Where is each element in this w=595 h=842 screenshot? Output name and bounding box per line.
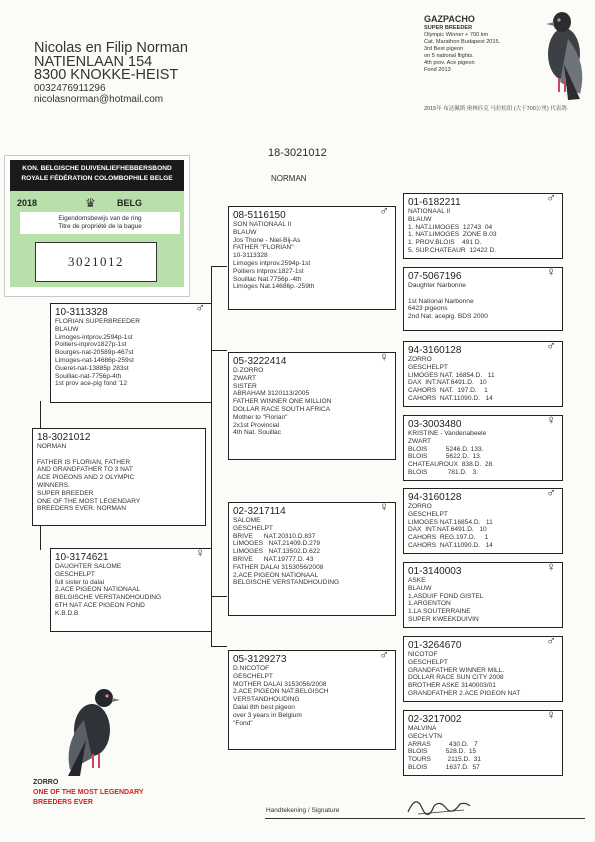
box-line: FATHER DALAI 3153056/2008 [233,563,324,571]
card-year: 2018 [17,198,38,208]
box-line: TOURS 2115.D. 31 [408,756,482,764]
box-line: LIMOGES NAT. 16854.D. 11 [408,371,495,379]
box-line: Daughter Narbonne [408,282,466,289]
box-line: Bourges-nat-20589p-467st [55,349,134,357]
box-line: LIMOGES NAT.13502.D.622 [233,548,321,556]
box-line: AND GRANDFATHER TO 3 NAT [37,466,133,474]
box-line: ZORRO [408,356,432,363]
pedigree-box-sire-sire [228,206,396,310]
box-line: Poitiers-inprov1827p-1st [55,341,127,349]
box-line [408,290,558,298]
connector-line [211,350,227,351]
box-ring-number: 05-3222414 [233,356,287,367]
male-icon: ♂ [379,206,389,218]
box-line: GESCHELPT [233,524,273,532]
box-line: K.B.D.B [55,609,79,617]
box-line: WINNERS. [37,481,70,489]
box-line: SUPER KWEEKDUIVIN [408,615,479,623]
box-line: BROTHER ASKE 3140003/01 [408,682,496,690]
box-line: Dalai 8th best pigeon [233,703,295,711]
box-line: CAHORS NAT.11090.D. 14 [408,394,493,402]
box-ring-number: 10-3113328 [55,307,108,318]
box-line: GESCHELPT [408,658,448,666]
box-line: BLOIS 1637.D. 57 [408,763,480,771]
box-line: LIMOGES NAT.21409.D.279 [233,540,321,548]
signature-mark [404,790,474,820]
box-line: full sister to dalai [55,578,105,586]
box-line: DOLLAR RACE SOUTH AFRICA [233,405,331,413]
box-ring-number: 10-3174621 [55,552,109,563]
box-line: DAX INT.NAT.6491.D. 10 [408,379,487,387]
owner-phone: 0032476911296 [34,82,106,94]
card-country: BELG [117,198,143,208]
box-line: over 3 years in Belgium [233,711,302,719]
box-line: ACE PIGEONS AND 2 OLYMPIC [37,474,135,482]
box-line: ZWART [233,374,257,382]
pedigree-box-dam [50,548,212,632]
gazpacho-line: Cat. Marathon Budapest 2015. [424,39,501,45]
box-line: D.ZORRO [233,367,264,374]
box-line: MALVINA [408,725,437,732]
box-line: DAX INT.NAT.6491.D. 10 [408,526,487,534]
box-line: Limoges intprov.2594p-1st [233,259,311,267]
box-line: 10-3113328 [233,252,268,260]
box-line: GESCHELPT [233,672,273,680]
box-line: NATIONAAL II [408,208,451,215]
box-line: 1. PROV.BLOIS 491 D. [408,239,482,247]
box-ring-number: 01-3140003 [408,566,462,577]
pedigree-box-g4-6 [403,562,563,628]
pedigree-box-subject [32,428,206,526]
box-line: 1. NAT.LIMOGES ZONE B.03 [408,231,497,239]
gazpacho-line: 4th prov. Ace pigeon [424,60,475,66]
pedigree-box-dam-sire [228,502,396,616]
ring-ownership-card [4,155,190,297]
box-line: DAUGHTER SALOME [55,563,122,570]
box-line: ASKE [408,577,426,584]
box-line: Gueret-nat-13885p 283st [55,364,129,372]
box-ring-number: 07-5067196 [408,271,462,282]
gazpacho-line: Fond 2013 [424,67,451,73]
pedigree-box-g4-4 [403,415,563,481]
box-line: 1st prov ace-pig fond '12 [55,380,128,388]
box-line: BREEDERS EVER. NORMAN [37,505,127,513]
box-line: BELGISCHE VERSTANDHOUDING [233,579,340,587]
box-line: ZWART [408,437,432,445]
box-line: ARRAS 430.D. 7 [408,740,478,748]
box-line: SUPER BREEDER [37,489,94,497]
box-line: SALOME [233,517,261,524]
female-icon: ♀ [546,415,556,427]
box-line: Limoges-intprov.2594p-1st [55,333,133,341]
male-icon: ♂ [546,636,556,648]
box-ring-number: 94-3160128 [408,345,462,356]
box-line: 4th Nat. Souillac [233,429,282,437]
box-line: 2.ACE PIGEON NAT.BELGISCH [233,688,329,696]
box-line: BLAUW [408,584,432,592]
male-icon: ♂ [195,303,205,315]
box-line: Limoges Nat.14686p.-259th [233,283,315,291]
pedigree-box-sire [50,303,212,403]
box-line: FATHER WINNER ONE MILLION [233,398,332,406]
box-ring-number: 01-6182211 [408,197,461,208]
footer-caption [33,778,144,808]
card-ring-number: 3021012 [35,242,157,282]
box-line: NORMAN [37,443,67,450]
box-line: GRANDFATHER WINNER MILL. [408,666,505,674]
box-line: GRANDFATHER 2.ACE PIGEON NAT [408,689,521,697]
gazpacho-line: 3rd Best pigeon [424,46,464,52]
connector-line [211,266,227,267]
gazpacho-title: GAZPACHO [424,14,475,24]
ring-owner-name: NORMAN [271,174,307,183]
male-icon: ♂ [379,650,389,662]
box-line: BRIVE NAT.20310.D.837 [233,532,316,540]
card-header-line1: KON. BELGISCHE DUIVENLIEFHEBBERSBOND [22,165,172,172]
box-line: CAHORS REG.197.D. 1 [408,534,489,542]
box-ring-number: 02-3217002 [408,714,462,725]
female-icon: ♀ [546,267,556,279]
box-line: BLAUW [233,228,257,236]
box-line: Souillac-nat-7756p-4th [55,372,122,380]
pedigree-box-dam-dam [228,650,396,750]
female-icon: ♀ [379,502,389,514]
box-line: BLOIS 5246.D. 133. [408,445,484,453]
box-line: Mother to "Florian" [233,413,288,421]
box-ring-number: 18-3021012 [37,432,91,443]
gazpacho-info [424,14,500,74]
owner-email[interactable]: nicolasnorman@hotmail.com [34,93,164,105]
box-line: 2nd Nat. acepig. BDS 2000 [408,313,488,321]
box-line: FATHER "FLORIAN" [233,244,294,252]
box-line: BLAUW [408,215,432,223]
box-line: 2.ACE PIGEON NATIONAAL [55,586,141,594]
signature-label: Handtekening / Signature [266,807,340,814]
box-line: GESCHELPT [408,510,448,518]
box-line: SON NATIONAAL II [233,221,292,228]
box-ring-number: 05-3129273 [233,654,287,665]
box-line: CHATEAUROUX 838.D. 28. [408,461,494,469]
male-icon: ♂ [546,341,556,353]
pedigree-box-sire-dam [228,352,396,460]
gazpacho-line: Olympic Winner + 700 km [424,32,489,38]
pedigree-box-g4-3 [403,341,563,407]
box-line: 1.ASDUIF FOND GISTEL [408,592,484,600]
owner-city: 8300 KNOKKE-HEIST [34,67,179,83]
box-line: FLORIAN SUPERBREEDER [55,318,141,325]
box-line: GESCHELPT [408,363,448,371]
owner-street: NATIENLAAN 154 [34,53,153,70]
box-line: BLAUW [55,325,79,333]
box-line: Poitiers intprov.1827-1st [233,267,304,275]
box-line: 1.ARGENTON [408,600,451,608]
ring-number: 18-3021012 [268,147,327,159]
footer-tagline2: BREEDERS EVER [33,799,93,806]
box-line: 2x1st Provincial [233,421,280,429]
connector-line [40,401,41,429]
box-line: 5. SUP.CHATEAUR 12422 D. [408,246,497,254]
box-line: ZORRO [408,503,432,510]
box-line: 1.LA SOUTERRAINE [408,608,471,616]
box-line: ABRAHAM 3120113/2005 [233,390,310,398]
box-line: CAHORS NAT.11090.D. 14 [408,541,493,549]
card-title [20,212,180,234]
box-line: BRIVE NAT.19777.D. 43 [233,555,314,563]
box-line [37,451,201,459]
box-line: 6423 pigeons [408,305,448,313]
box-line: NICOTOF [408,651,438,658]
box-line: Jos Thone - Niel-Bij-As [233,236,301,244]
male-icon: ♂ [546,193,556,205]
pedigree-box-g4-2 [403,267,563,331]
box-ring-number: 03-3003480 [408,419,462,430]
box-line: BLOIS 781.D. 3. [408,468,478,476]
owner-block [34,42,188,105]
connector-line [211,596,227,597]
pedigree-box-g4-8 [403,710,563,776]
box-ring-number: 02-3217114 [233,506,286,517]
owner-name: Nicolas en Filip Norman [34,40,188,56]
gazpacho-chinese-caption: 2015年 布达佩斯 奥林匹克 马拉松组 (大于700公里) 代表鸽 [424,106,567,112]
pedigree-box-g4-1 [403,193,563,259]
male-icon: ♂ [546,488,556,500]
box-line: KRISTINE - Vandenabeele [408,430,487,437]
connector-line [211,646,227,647]
box-ring-number: 08-5116150 [233,210,286,221]
box-line: FATHER IS FLORIAN, FATHER [37,458,131,466]
card-title-fr: Titre de propriété de la bague [58,223,142,230]
female-icon: ♀ [379,352,389,364]
card-header-line2: ROYALE FÉDÉRATION COLOMBOPHILE BELGE [21,175,173,182]
box-line: 1st National Narbonne [408,297,474,305]
box-line: ONE OF THE MOST LEGENDARY [37,497,141,505]
box-ring-number: 01-3264670 [408,640,462,651]
box-line: BLOIS 5622.D. 13. [408,453,482,461]
box-line: MOTHER DALAI 3153056/2008 [233,680,327,688]
box-line: BLOIS 528.D. 15 [408,748,477,756]
gazpacho-line: on 5 national flights. [424,53,474,59]
card-title-nl: Eigendomsbewijs van de ring [58,215,142,222]
pedigree-box-g4-7 [403,636,563,702]
box-line: BELGISCHE VERSTANDHOUDING [55,594,162,602]
box-line: LIMOGES NAT.16854.D. 11 [408,518,493,526]
box-line: VERSTANDHOUDING [233,696,300,704]
female-icon: ♀ [546,562,556,574]
box-line: CAHORS NAT. 197.D. 1 [408,387,488,395]
box-line: 2.ACE PIGEON NATIONAAL [233,571,319,579]
connector-line [40,524,41,550]
box-line: Souillac Nat.7756p.-4th [233,275,302,283]
box-line: 6TH NAT ACE PIGEON FOND [55,601,145,609]
footer-tagline1: ONE OF THE MOST LEGENDARY [33,789,144,796]
female-icon: ♀ [195,548,205,560]
box-line: GECH.VTN [408,732,443,740]
female-icon: ♀ [546,710,556,722]
gazpacho-line: SUPER BREEDER [424,25,473,31]
crown-icon: ♛ [85,196,96,210]
pedigree-box-g4-5 [403,488,563,554]
box-line: DOLLAR RACE SUN CITY 2008 [408,674,504,682]
box-line: Limoges-nat-14686p-259st [55,356,134,364]
pigeon-photo-gazpacho [530,4,590,104]
box-line: "Fond" [233,719,253,727]
box-line: GESCHELPT [55,570,95,578]
card-header [10,160,184,191]
box-line: SISTER [233,382,257,390]
box-line: 1. NAT.LIMOGES 12743 04 [408,223,493,231]
box-ring-number: 94-3160128 [408,492,462,503]
pigeon-photo-zorro [58,680,128,780]
box-line: D.NICOTOF [233,665,270,672]
footer-bird-name: ZORRO [33,779,59,786]
